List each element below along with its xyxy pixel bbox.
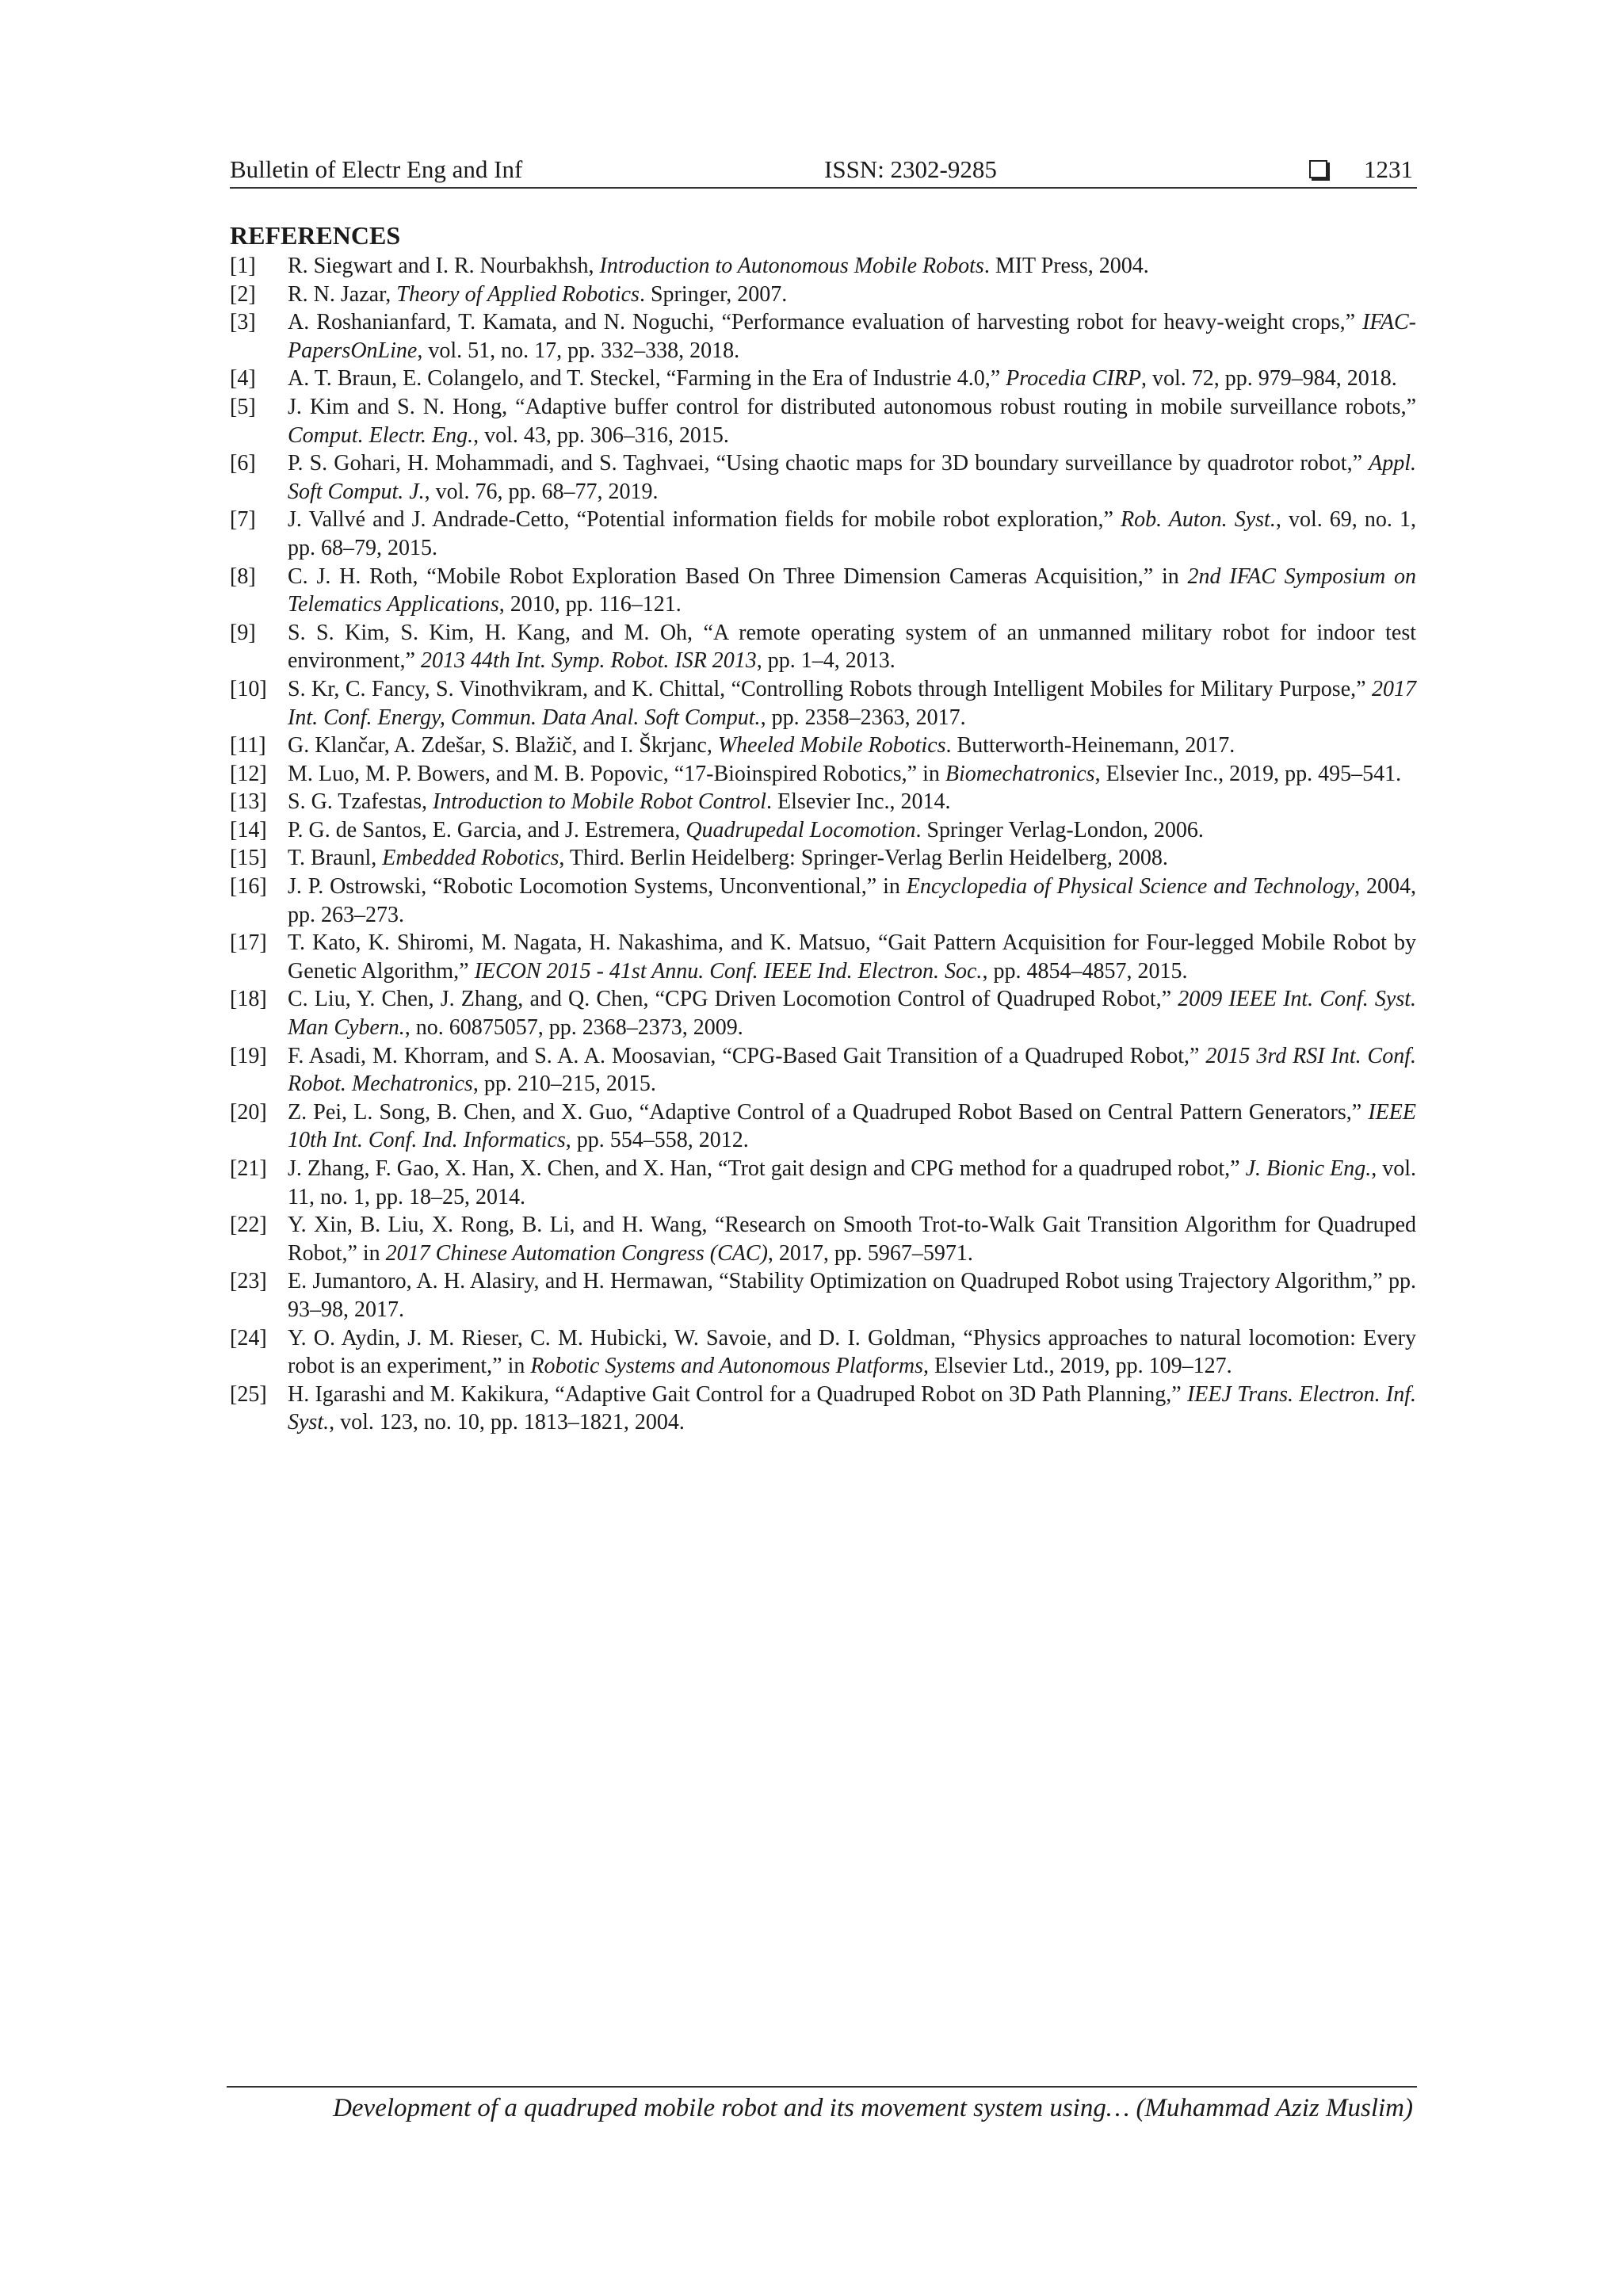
- reference-source-title: 2009 IEEE Int. Conf. Syst. Man Cybern.: [288, 987, 1417, 1041]
- reference-source-title: 2015 3rd RSI Int. Conf. Robot. Mechatronics: [288, 1043, 1416, 1097]
- reference-item: [230, 1324, 1416, 1381]
- reference-number: [2]: [230, 281, 256, 307]
- reference-text: . Springer Verlag-London, 2006.: [915, 817, 1204, 842]
- reference-text: J. Vallvé and J. Andrade-Cetto, “Potential information fields for mobile robot exploration,”: [288, 507, 1121, 533]
- reference-item: [230, 732, 1416, 760]
- reference-item: [230, 873, 1416, 929]
- reference-source-title: IEEE 10th Int. Conf. Ind. Informatics: [288, 1099, 1416, 1153]
- reference-source-title: Robotic Systems and Autonomous Platforms: [530, 1354, 924, 1379]
- reference-text: , vol. 43, pp. 306–316, 2015.: [473, 422, 729, 448]
- reference-source-title: 2013 44th Int. Symp. Robot. ISR 2013: [420, 648, 757, 674]
- reference-source-title: 2017 Chinese Automation Congress (CAC): [385, 1240, 768, 1266]
- reference-source-title: Theory of Applied Robotics: [396, 281, 640, 307]
- reference-text: S. Kr, C. Fancy, S. Vinothvikram, and K. Chittal, “Controlling Robots through Intelligent Mobiles for Military Purpose,”: [288, 676, 1372, 701]
- reference-source-title: 2nd IFAC Symposium on Telematics Applications: [288, 563, 1416, 617]
- reference-item: [230, 281, 1416, 309]
- reference-text: , pp. 2358–2363, 2017.: [760, 705, 966, 730]
- reference-number: [13]: [230, 789, 267, 815]
- reference-number: [11]: [230, 733, 266, 758]
- reference-item: [230, 393, 1416, 449]
- reference-number: [12]: [230, 761, 267, 786]
- reference-source-title: Embedded Robotics: [382, 846, 559, 871]
- reference-number: [24]: [230, 1325, 267, 1350]
- reference-number: [21]: [230, 1156, 267, 1181]
- reference-text: R. Siegwart and I. R. Nourbakhsh,: [288, 254, 600, 278]
- reference-text: J. Zhang, F. Gao, X. Han, X. Chen, and X. Han, “Trot gait design and CPG method for a quadruped robot,”: [288, 1156, 1246, 1181]
- reference-item: [230, 1155, 1416, 1211]
- reference-text: T. Kato, K. Shiromi, M. Nagata, H. Nakashima, and K. Matsuo, “Gait Pattern Acquisition for Four-legged Mobile Robot by Genetic Algorithm,”: [288, 930, 1416, 984]
- reference-item: [230, 1211, 1416, 1267]
- reference-number: [6]: [230, 451, 256, 476]
- reference-text: , Elsevier Inc., 2019, pp. 495–541.: [1094, 761, 1402, 786]
- reference-text: C. J. H. Roth, “Mobile Robot Exploration Based On Three Dimension Cameras Acquisition,” in: [288, 563, 1188, 589]
- reference-text: , vol. 76, pp. 68–77, 2019.: [424, 479, 659, 504]
- reference-item: [230, 1381, 1416, 1437]
- reference-text: , 2010, pp. 116–121.: [498, 592, 682, 617]
- reference-number: [5]: [230, 394, 256, 419]
- reference-text: C. Liu, Y. Chen, J. Zhang, and Q. Chen, “CPG Driven Locomotion Control of Quadruped Robot,”: [288, 987, 1178, 1012]
- reference-number: [22]: [230, 1213, 267, 1238]
- reference-text: H. Igarashi and M. Kakikura, “Adaptive Gait Control for a Quadruped Robot on 3D Path Planning,”: [288, 1381, 1187, 1407]
- reference-source-title: Introduction to Autonomous Mobile Robots: [599, 254, 984, 278]
- reference-item: [230, 449, 1416, 506]
- reference-text: . Springer, 2007.: [639, 281, 788, 307]
- reference-number: [8]: [230, 563, 256, 589]
- reference-text: , 2004, pp. 263–273.: [288, 874, 1416, 927]
- reference-text: , vol. 11, no. 1, pp. 18–25, 2014.: [288, 1156, 1417, 1209]
- reference-text: E. Jumantoro, A. H. Alasiry, and H. Hermawan, “Stability Optimization on Quadruped Robot using Trajectory Algorithm,” pp. 93–98, 2017.: [288, 1269, 1416, 1322]
- reference-text: , no. 60875057, pp. 2368–2373, 2009.: [404, 1015, 743, 1041]
- reference-source-title: Appl. Soft Comput. J.: [288, 451, 1416, 504]
- reference-text: , vol. 51, no. 17, pp. 332–338, 2018.: [417, 338, 740, 363]
- reference-text: , Third. Berlin Heidelberg: Springer-Verlag Berlin Heidelberg, 2008.: [559, 846, 1168, 871]
- reference-text: A. Roshanianfard, T. Kamata, and N. Noguchi, “Performance evaluation of harvesting robot for heavy-weight crops,”: [288, 310, 1363, 335]
- reference-source-title: Wheeled Mobile Robotics: [717, 733, 946, 758]
- reference-text: J. Kim and S. N. Hong, “Adaptive buffer control for distributed autonomous robust routing in mobile surveillance robots,”: [288, 394, 1416, 419]
- reference-text: . Butterworth-Heinemann, 2017.: [945, 733, 1235, 758]
- references-heading: REFERENCES: [230, 221, 401, 250]
- reference-source-title: 2017 Int. Conf. Energy, Commun. Data Anal. Soft Comput.: [288, 676, 1416, 730]
- running-header: [230, 152, 1417, 189]
- reference-text: G. Klančar, A. Zdešar, S. Blažič, and I. Škrjanc,: [288, 733, 718, 758]
- reference-text: S. G. Tzafestas,: [288, 789, 433, 815]
- reference-number: [18]: [230, 987, 267, 1012]
- reference-number: [10]: [230, 676, 267, 701]
- reference-source-title: Comput. Electr. Eng.: [288, 422, 474, 448]
- reference-number: [9]: [230, 620, 256, 645]
- reference-text: , vol. 69, no. 1, pp. 68–79, 2015.: [288, 507, 1416, 560]
- reference-number: [7]: [230, 507, 256, 533]
- square-bullet-icon: [1309, 160, 1327, 178]
- reference-number: [20]: [230, 1099, 267, 1125]
- reference-item: [230, 844, 1416, 873]
- reference-text: F. Asadi, M. Khorram, and S. A. A. Moosavian, “CPG-Based Gait Transition of a Quadruped Robot,”: [288, 1043, 1206, 1068]
- reference-text: J. P. Ostrowski, “Robotic Locomotion Systems, Unconventional,” in: [288, 874, 907, 900]
- reference-item: [230, 1267, 1416, 1324]
- reference-item: [230, 365, 1416, 393]
- reference-number: [17]: [230, 930, 267, 956]
- reference-source-title: Introduction to Mobile Robot Control: [433, 789, 767, 815]
- reference-text: P. S. Gohari, H. Mohammadi, and S. Taghvaei, “Using chaotic maps for 3D boundary surveillance by quadrotor robot,”: [288, 451, 1369, 476]
- reference-text: , vol. 72, pp. 979–984, 2018.: [1140, 366, 1397, 392]
- reference-source-title: IECON 2015 - 41st Annu. Conf. IEEE Ind. Electron. Soc.: [474, 958, 983, 984]
- reference-text: P. G. de Santos, E. Garcia, and J. Estremera,: [288, 817, 686, 842]
- reference-text: S. S. Kim, S. Kim, H. Kang, and M. Oh, “A remote operating system of an unmanned military robot for indoor test environment,”: [288, 620, 1416, 674]
- reference-number: [16]: [230, 874, 267, 900]
- reference-text: , pp. 210–215, 2015.: [472, 1072, 656, 1097]
- reference-text: A. T. Braun, E. Colangelo, and T. Steckel, “Farming in the Era of Industrie 4.0,”: [288, 366, 1006, 392]
- reference-item: [230, 675, 1416, 732]
- reference-item: [230, 985, 1416, 1041]
- reference-number: [19]: [230, 1043, 267, 1068]
- reference-item: [230, 619, 1416, 675]
- reference-text: , Elsevier Ltd., 2019, pp. 109–127.: [923, 1354, 1232, 1379]
- reference-text: , pp. 554–558, 2012.: [565, 1128, 749, 1153]
- issn: ISSN: 2302-9285: [824, 155, 997, 183]
- reference-text: , 2017, pp. 5967–5971.: [767, 1240, 973, 1266]
- reference-text: , vol. 123, no. 10, pp. 1813–1821, 2004.: [329, 1410, 685, 1435]
- reference-number: [23]: [230, 1269, 267, 1294]
- reference-text: M. Luo, M. P. Bowers, and M. B. Popovic, “17-Bioinspired Robotics,” in: [288, 761, 945, 786]
- reference-source-title: Procedia CIRP: [1006, 366, 1141, 392]
- reference-number: [14]: [230, 817, 267, 842]
- reference-number: [1]: [230, 254, 256, 278]
- reference-item: [230, 252, 1416, 281]
- reference-item: [230, 506, 1416, 562]
- reference-item: [230, 788, 1416, 816]
- reference-text: Z. Pei, L. Song, B. Chen, and X. Guo, “Adaptive Control of a Quadruped Robot Based on Central Pattern Generators,”: [288, 1099, 1369, 1125]
- reference-text: . MIT Press, 2004.: [983, 254, 1149, 278]
- footer-text: Development of a quadruped mobile robot and its movement system using… (Muhammad Aziz Muslim): [333, 2094, 1413, 2122]
- page-number: 1231: [1364, 155, 1413, 183]
- reference-item: [230, 1042, 1416, 1098]
- reference-list: [230, 252, 1416, 1437]
- reference-source-title: Quadrupedal Locomotion: [685, 817, 916, 842]
- reference-source-title: Rob. Auton. Syst.: [1121, 507, 1276, 533]
- reference-item: [230, 308, 1416, 365]
- reference-source-title: Biomechatronics: [945, 761, 1095, 786]
- reference-source-title: IFAC-PapersOnLine: [288, 310, 1416, 363]
- reference-source-title: IEEJ Trans. Electron. Inf. Syst.: [288, 1381, 1416, 1435]
- reference-number: [25]: [230, 1381, 267, 1407]
- reference-text: R. N. Jazar,: [288, 281, 397, 307]
- reference-number: [3]: [230, 310, 256, 335]
- reference-text: Y. O. Aydin, J. M. Rieser, C. M. Hubicki, W. Savoie, and D. I. Goldman, “Physics approaches to natural locomotion: Every robot is an experiment,” in: [288, 1325, 1416, 1379]
- reference-text: T. Braunl,: [288, 846, 383, 871]
- reference-item: [230, 563, 1416, 619]
- reference-text: , pp. 4854–4857, 2015.: [982, 958, 1188, 984]
- reference-text: . Elsevier Inc., 2014.: [766, 789, 951, 815]
- reference-item: [230, 929, 1416, 985]
- reference-item: [230, 816, 1416, 845]
- reference-number: [15]: [230, 846, 267, 871]
- reference-number: [4]: [230, 366, 256, 392]
- reference-text: , pp. 1–4, 2013.: [756, 648, 896, 674]
- reference-text: Y. Xin, B. Liu, X. Rong, B. Li, and H. Wang, “Research on Smooth Trot-to-Walk Gait Transition Algorithm for Quadruped Robot,” in: [288, 1213, 1416, 1266]
- reference-source-title: Encyclopedia of Physical Science and Technology: [906, 874, 1355, 900]
- reference-item: [230, 760, 1416, 789]
- reference-source-title: J. Bionic Eng.: [1245, 1156, 1372, 1181]
- running-footer: [227, 2086, 1417, 2122]
- journal-name: Bulletin of Electr Eng and Inf: [230, 155, 523, 183]
- reference-item: [230, 1098, 1416, 1155]
